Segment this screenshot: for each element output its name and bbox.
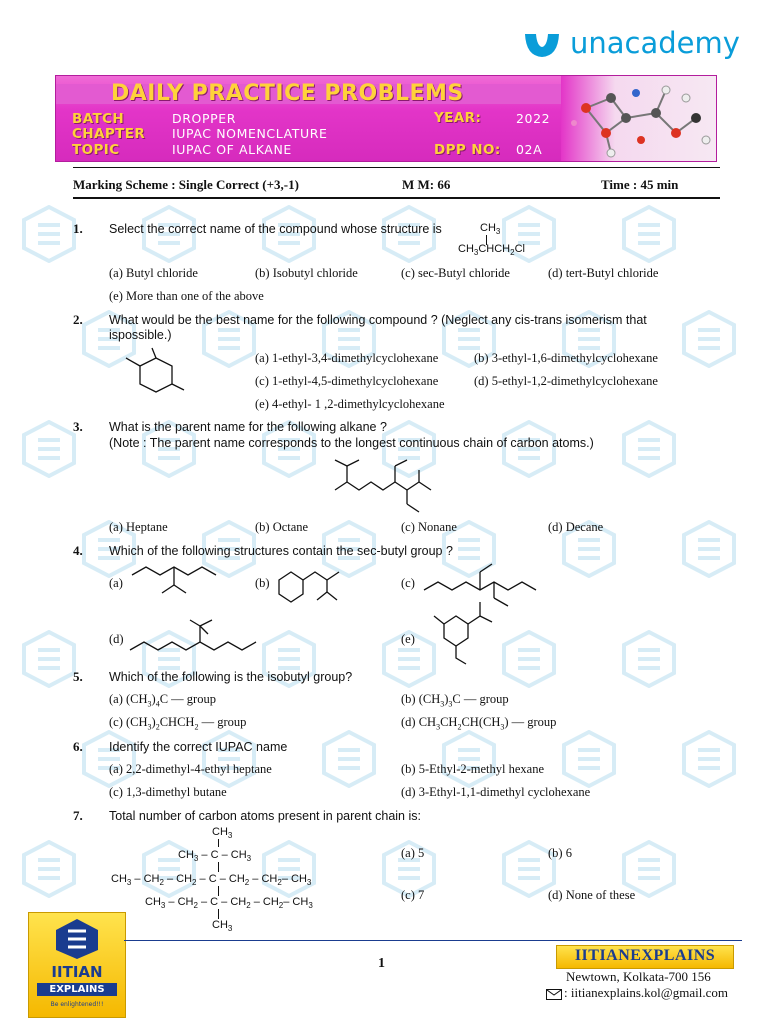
banner-title: DAILY PRACTICE PROBLEMS <box>111 81 464 106</box>
option-d[interactable]: (d) 5-ethyl-1,2-dimethylcyclohexane <box>474 374 658 388</box>
option-c[interactable]: (c) <box>401 576 415 590</box>
question-text-cont: ispossible.) <box>109 328 172 342</box>
time-limit: Time : 45 min <box>601 177 679 192</box>
chapter-label: CHAPTER <box>72 126 146 142</box>
unacademy-logo <box>522 26 752 66</box>
batch-label: BATCH <box>72 111 125 127</box>
question-text: Total number of carbon atoms present in parent chain is: <box>109 809 421 823</box>
watermark-icon <box>80 730 138 788</box>
option-c[interactable]: (c) sec-Butyl chloride <box>401 266 510 280</box>
option-b[interactable]: (b) 5-Ethyl-2-methyl hexane <box>401 762 545 776</box>
option-d[interactable]: (d) tert-Butyl chloride <box>548 266 659 280</box>
question-text: Which of the following is the isobutyl group? <box>109 670 353 684</box>
marking-scheme: Marking Scheme : Single Correct (+3,-1) <box>73 177 299 192</box>
question-number: 6. <box>73 739 83 754</box>
q3-structure <box>330 458 440 514</box>
iitian-explains-icon <box>52 917 102 961</box>
question-number: 2. <box>73 312 83 327</box>
org-email[interactable]: : iitianexplains.kol@gmail.com <box>546 985 728 1001</box>
watermark-icon <box>620 420 678 478</box>
divider-bottom <box>73 197 720 199</box>
option-e[interactable]: (e) <box>401 632 415 646</box>
option-c[interactable]: (c) 1,3-dimethyl butane <box>109 785 227 799</box>
question-number: 3. <box>73 419 83 434</box>
dpp-value: 02A <box>516 142 543 157</box>
question-text: Which of the following structures contain the sec-butyl group ? <box>109 544 453 558</box>
question-text: What would be the best name for the following compound ? (Neglect any cis-trans isomerism that <box>109 313 647 327</box>
watermark-icon <box>620 205 678 263</box>
logo-text-bottom: EXPLAINS <box>37 983 117 996</box>
q4b-structure <box>275 560 355 606</box>
option-a[interactable]: (a) <box>109 576 123 590</box>
option-b[interactable]: (b) 3-ethyl-1,6-dimethylcyclohexane <box>474 351 658 365</box>
option-b[interactable]: (b) <box>255 576 270 590</box>
watermark-icon <box>20 840 78 898</box>
q4d-structure <box>128 620 268 660</box>
option-c[interactable]: (c) Nonane <box>401 520 457 534</box>
org-name-box <box>556 945 734 969</box>
watermark-icon <box>680 520 738 578</box>
question-text: What is the parent name for the following alkane ? <box>109 420 387 434</box>
watermark-icon <box>20 630 78 688</box>
option-b[interactable]: (b) $(CH_3)_3C$ — group <box>401 692 509 709</box>
batch-value: DROPPER <box>172 111 237 126</box>
option-d[interactable]: (d) Decane <box>548 520 604 534</box>
question-number: 4. <box>73 543 83 558</box>
q4e-structure <box>430 598 500 668</box>
option-a[interactable]: (a) Heptane <box>109 520 168 534</box>
year-label: YEAR: <box>434 110 482 126</box>
option-b[interactable]: (b) Octane <box>255 520 309 534</box>
watermark-icon <box>440 730 498 788</box>
dpp-label: DPP NO: <box>434 142 501 158</box>
molecule-graphic <box>566 78 716 158</box>
logo-text-top: IITIAN <box>51 963 103 981</box>
envelope-icon <box>546 989 562 1000</box>
footer-rule <box>124 940 742 941</box>
option-c[interactable]: (c) 1-ethyl-4,5-dimethylcyclohexane <box>255 374 439 388</box>
watermark-icon <box>260 840 318 898</box>
option-d[interactable]: (d) $CH_3CH_2CH(CH_3)$ — group <box>401 715 557 732</box>
option-d[interactable]: (d) <box>109 632 124 646</box>
question-text: Identify the correct IUPAC name <box>109 740 288 754</box>
footer-logo <box>28 912 126 1018</box>
option-a[interactable]: (a) Butyl chloride <box>109 266 198 280</box>
topic-value: IUPAC OF ALKANE <box>172 142 292 157</box>
max-marks: M M: 66 <box>402 177 451 192</box>
watermark-icon <box>20 205 78 263</box>
org-address: Newtown, Kolkata-700 156 <box>566 969 711 984</box>
watermark-icon <box>680 730 738 788</box>
logo-tagline: Be enlightened!!! <box>50 1001 104 1008</box>
option-d[interactable]: (d) 3-Ethyl-1,1-dimethyl cyclohexane <box>401 785 591 799</box>
option-e[interactable]: (e) More than one of the above <box>109 289 264 303</box>
option-c[interactable]: (c) $(CH_3)_2CHCH_2$ — group <box>109 715 247 732</box>
watermark-icon <box>620 630 678 688</box>
page-number: 1 <box>378 956 385 971</box>
chapter-value: IUPAC NOMENCLATURE <box>172 126 328 141</box>
option-d[interactable]: (d) None of these <box>548 888 636 902</box>
watermark-icon <box>200 730 258 788</box>
watermark-icon <box>500 630 558 688</box>
question-text-cont: (Note : The parent name corresponds to the longest continuous chain of carbon atoms.) <box>109 436 594 450</box>
unacademy-icon <box>522 26 562 62</box>
question-number: 5. <box>73 669 83 684</box>
q4a-structure <box>130 563 220 599</box>
option-a[interactable]: (a) $(CH_3)_4C$ — group <box>109 692 216 709</box>
watermark-icon <box>560 730 618 788</box>
option-a[interactable]: (a) 5 <box>401 846 425 860</box>
watermark-icon <box>20 420 78 478</box>
divider-top <box>73 167 720 168</box>
question-number: 7. <box>73 808 83 823</box>
topic-label: TOPIC <box>72 142 120 158</box>
option-a[interactable]: (a) 2,2-dimethyl-4-ethyl heptane <box>109 762 272 776</box>
question-text: Select the correct name of the compound whose structure is <box>109 222 442 236</box>
q2-structure <box>112 348 192 408</box>
option-a[interactable]: (a) 1-ethyl-3,4-dimethylcyclohexane <box>255 351 439 365</box>
brand-name: unacademy <box>570 26 740 60</box>
year-value: 2022 <box>516 111 551 126</box>
watermark-icon <box>320 730 378 788</box>
watermark-icon <box>680 310 738 368</box>
header-banner <box>55 75 717 162</box>
option-b[interactable]: (b) 6 <box>548 846 572 860</box>
org-name: IITIANEXPLAINS <box>574 947 716 964</box>
option-b[interactable]: (b) Isobutyl chloride <box>255 266 358 280</box>
option-c[interactable]: (c) 7 <box>401 888 425 902</box>
option-e[interactable]: (e) 4-ethyl- 1 ,2-dimethylcyclohexane <box>255 397 445 411</box>
question-number: 1. <box>73 221 83 236</box>
